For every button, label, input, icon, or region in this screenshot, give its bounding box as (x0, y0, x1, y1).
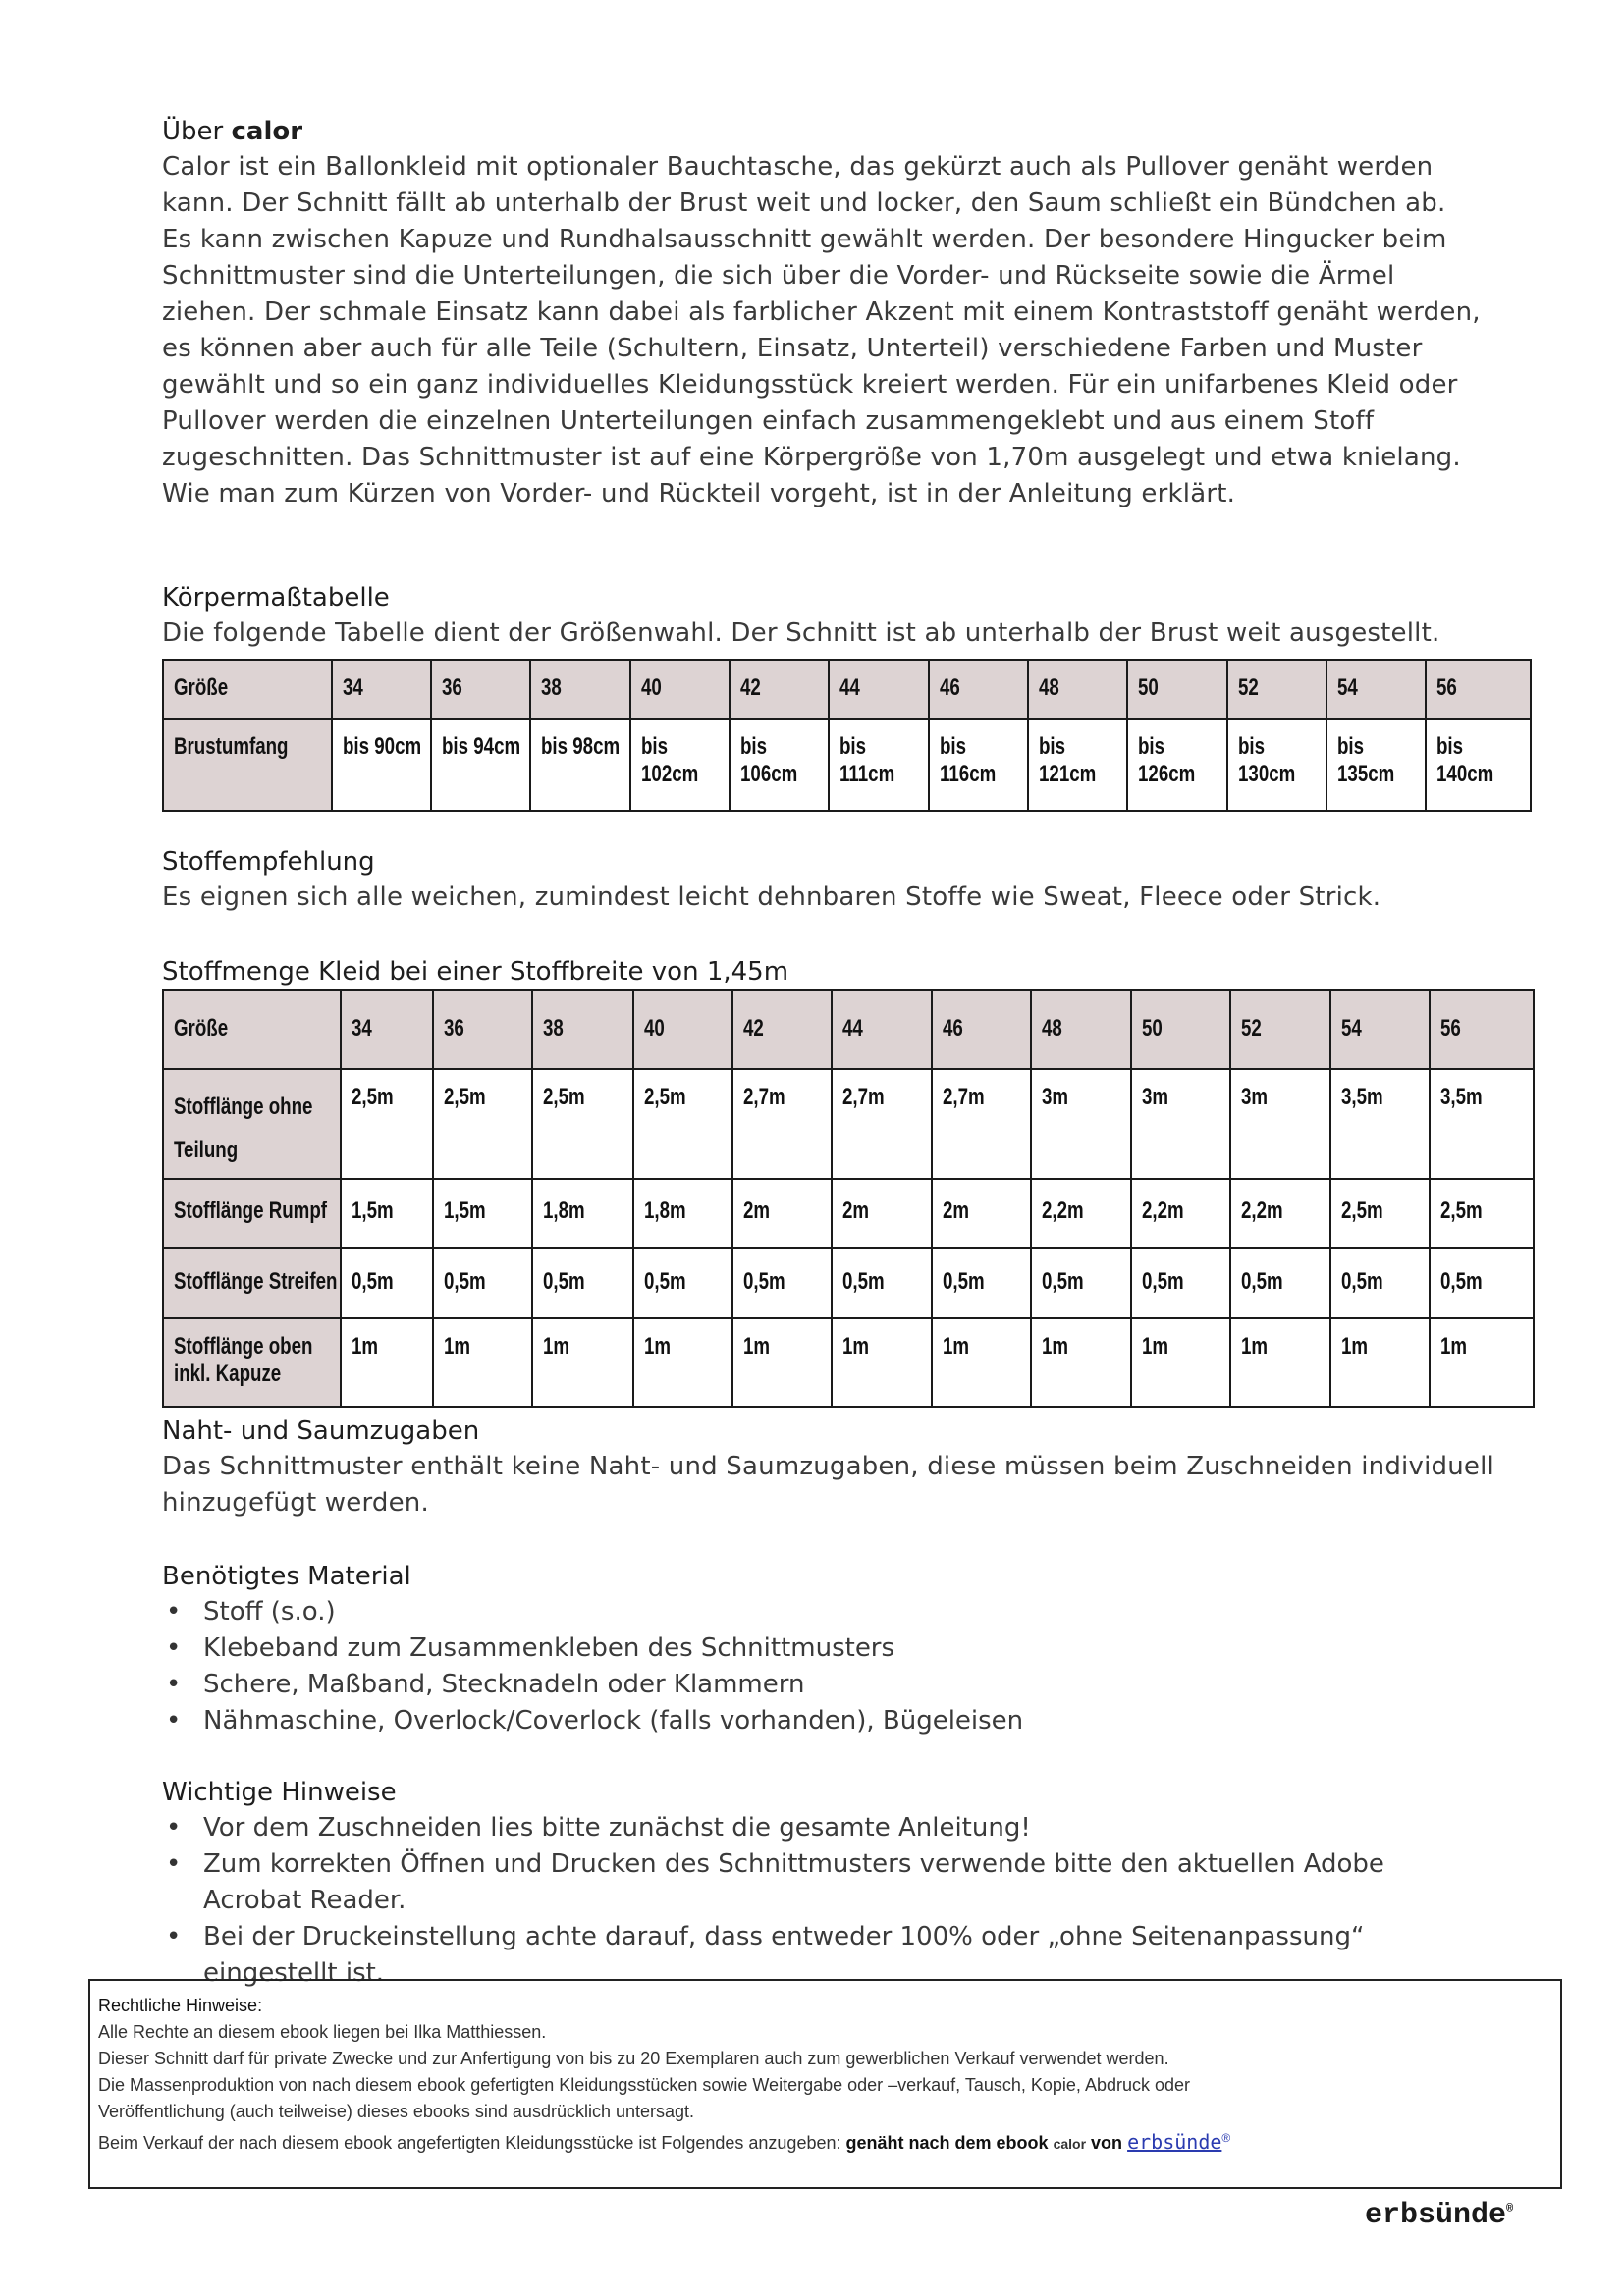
material-list (162, 1594, 1537, 1739)
value-cell (341, 1248, 433, 1318)
size-text: 42 (743, 1015, 764, 1041)
size-cell (1131, 990, 1230, 1069)
table-row (163, 1318, 1534, 1407)
value-cell (1330, 1248, 1430, 1318)
row-label-text: Stofflänge Streifen (174, 1268, 338, 1295)
value-text: bis 126cm (1138, 733, 1196, 787)
value-cell (1330, 1069, 1430, 1179)
row-label-cell (163, 719, 332, 811)
value-text: 1m (1241, 1333, 1269, 1360)
size-text: 50 (1142, 1015, 1163, 1041)
value-text: 2,2m (1042, 1198, 1084, 1224)
table-row (163, 719, 1531, 811)
intro-line: Pullover werden die einzelnen Unterteilungen einfach zusammengeklebt und aus einem Stoff (162, 406, 1375, 436)
size-text: 36 (442, 674, 462, 701)
intro-line: zugeschnitten. Das Schnittmuster ist auf eine Körpergröße von 1,70m ausgelegt und etwa knielang. (162, 443, 1461, 472)
row-label-text: Brustumfang (174, 733, 289, 760)
value-cell (1131, 1318, 1230, 1407)
value-cell (341, 1318, 433, 1407)
size-cell (1127, 660, 1227, 719)
value-cell (1326, 719, 1426, 811)
size-cell (1230, 990, 1330, 1069)
row-label-cell (163, 1179, 341, 1248)
size-cell (1426, 660, 1531, 719)
list-item: • Nähmaschine, Overlock/Coverlock (falls vorhanden), Bügeleisen (162, 1703, 1537, 1739)
intro-section (162, 114, 1537, 512)
value-text: 1m (1440, 1333, 1468, 1360)
size-cell (332, 660, 431, 719)
legal-line: Die Massenproduktion von nach diesem ebook gefertigten Kleidungsstücken sowie Weitergabe oder –verkauf, Tausch, Kopie, Abdruck oder (98, 2075, 1191, 2095)
value-text: 2m (943, 1198, 970, 1224)
size-text: 54 (1337, 674, 1358, 701)
size-cell (630, 660, 730, 719)
size-text: 48 (1039, 674, 1059, 701)
value-cell (829, 719, 929, 811)
size-cell (1330, 990, 1430, 1069)
size-cell (1326, 660, 1426, 719)
intro-heading-name: calor (231, 117, 303, 146)
value-cell (832, 1248, 932, 1318)
size-cell (932, 990, 1031, 1069)
value-text: bis 106cm (740, 733, 798, 787)
size-cell (832, 990, 932, 1069)
intro-line: ziehen. Der schmale Einsatz kann dabei als farblicher Akzent mit einem Kontraststoff genäht werden, (162, 297, 1481, 327)
size-text: 40 (644, 1015, 665, 1041)
value-text: 2,7m (842, 1084, 885, 1110)
value-text: 2,5m (543, 1084, 585, 1110)
value-text: 0,5m (444, 1268, 486, 1295)
value-text: 0,5m (644, 1268, 686, 1295)
row-label-cell (163, 1318, 341, 1407)
value-cell (1430, 1318, 1534, 1407)
value-text: 1,8m (644, 1198, 686, 1224)
seams-line: hinzugefügt werden. (162, 1488, 429, 1518)
value-cell (1131, 1248, 1230, 1318)
value-cell (433, 1179, 532, 1248)
row-label-cell (163, 1248, 341, 1318)
intro-line: es können aber auch für alle Teile (Schultern, Einsatz, Unterteil) verschiedene Farben und Muster (162, 334, 1423, 363)
value-cell (1430, 1248, 1534, 1318)
seams-heading: Naht- und Saumzugaben (162, 1416, 480, 1446)
value-cell (929, 719, 1028, 811)
seams-line: Das Schnittmuster enthält keine Naht- und Saumzugaben, diese müssen beim Zuschneiden individuell (162, 1452, 1494, 1481)
intro-line: Es kann zwischen Kapuze und Rundhalsausschnitt gewählt werden. Der besondere Hingucker beim (162, 225, 1447, 254)
size-text: 38 (543, 1015, 564, 1041)
value-text: 1,5m (352, 1198, 394, 1224)
value-cell (1031, 1318, 1131, 1407)
value-text: 2,5m (1341, 1198, 1383, 1224)
size-text: 50 (1138, 674, 1159, 701)
table-header-row (163, 990, 1534, 1069)
value-text: 0,5m (543, 1268, 585, 1295)
list-item: • Zum korrekten Öffnen und Drucken des Schnittmusters verwende bitte den aktuellen Adobe Acrobat Reader. (162, 1846, 1440, 1919)
legal-line: Dieser Schnitt darf für private Zwecke und zur Anfertigung von bis zu 20 Exemplaren auch zum gewerblichen Verkauf verwendet werden. (98, 2049, 1169, 2068)
value-text: 1m (842, 1333, 870, 1360)
value-cell (341, 1179, 433, 1248)
amount-section (162, 954, 1537, 989)
table-header-label (163, 660, 332, 719)
size-cell (431, 660, 530, 719)
size-text: 36 (444, 1015, 464, 1041)
value-text: 0,5m (1142, 1268, 1184, 1295)
value-cell (732, 1069, 832, 1179)
fabric-heading: Stoffempfehlung (162, 847, 375, 877)
size-cell (1028, 660, 1127, 719)
legal-line: Alle Rechte an diesem ebook liegen bei Ilka Matthiessen. (98, 2022, 547, 2042)
value-text: 2m (842, 1198, 870, 1224)
intro-paragraph (162, 149, 1537, 512)
size-cell (730, 660, 829, 719)
value-cell (732, 1179, 832, 1248)
notes-heading: Wichtige Hinweise (162, 1778, 397, 1807)
value-cell (732, 1318, 832, 1407)
value-text: bis 94cm (442, 733, 521, 760)
footer-logo-text: erbsünde (1365, 2199, 1507, 2232)
size-text: 44 (839, 674, 860, 701)
value-text: 3,5m (1341, 1084, 1383, 1110)
value-cell (1230, 1179, 1330, 1248)
value-text: 0,5m (1440, 1268, 1483, 1295)
value-cell (1031, 1248, 1131, 1318)
value-cell (530, 719, 630, 811)
list-item: • Stoff (s.o.) (162, 1594, 1537, 1630)
table-row (163, 1179, 1534, 1248)
value-text: 0,5m (743, 1268, 785, 1295)
seams-section (162, 1414, 1537, 1522)
intro-heading (162, 114, 1537, 149)
value-cell (532, 1179, 633, 1248)
row-label-cell (163, 1069, 341, 1179)
value-text: 3,5m (1440, 1084, 1483, 1110)
value-text: bis 130cm (1238, 733, 1296, 787)
header-label-text: Größe (174, 674, 229, 701)
value-text: 0,5m (1042, 1268, 1084, 1295)
size-cell (1227, 660, 1326, 719)
value-text: 0,5m (1241, 1268, 1283, 1295)
value-cell (532, 1069, 633, 1179)
value-cell (732, 1248, 832, 1318)
size-text: 56 (1436, 674, 1457, 701)
value-text: 0,5m (352, 1268, 394, 1295)
body-measure-section (162, 580, 1537, 652)
intro-line: Calor ist ein Ballonkleid mit optionaler Bauchtasche, das gekürzt auch als Pullover genäht werden (162, 152, 1434, 182)
value-cell (633, 1069, 732, 1179)
size-text: 54 (1341, 1015, 1362, 1041)
value-cell (1028, 719, 1127, 811)
size-text: 52 (1238, 674, 1259, 701)
value-text: bis 116cm (940, 733, 997, 787)
value-cell (1127, 719, 1227, 811)
value-cell (1330, 1318, 1430, 1407)
value-text: bis 135cm (1337, 733, 1395, 787)
value-text: 2,7m (743, 1084, 785, 1110)
footer-logo-mark: ® (1506, 2202, 1514, 2216)
fabric-text: Es eignen sich alle weichen, zumindest leicht dehnbaren Stoffe wie Sweat, Fleece oder Strick. (162, 882, 1381, 912)
value-cell (832, 1069, 932, 1179)
legal-title: Rechtliche Hinweise: (98, 1996, 263, 2015)
value-cell (1031, 1069, 1131, 1179)
value-cell (332, 719, 431, 811)
value-text: 2m (743, 1198, 771, 1224)
value-text: 0,5m (1341, 1268, 1383, 1295)
table-header-row (163, 660, 1531, 719)
list-item: • Schere, Maßband, Stecknadeln oder Klammern (162, 1667, 1537, 1703)
value-cell (932, 1069, 1031, 1179)
amount-heading: Stoffmenge Kleid bei einer Stoffbreite von 1,45m (162, 957, 789, 987)
intro-line: kann. Der Schnitt fällt ab unterhalb der Brust weit und locker, den Saum schließt ein Bündchen ab. (162, 188, 1446, 218)
size-cell (1031, 990, 1131, 1069)
body-measure-heading: Körpermaßtabelle (162, 583, 390, 613)
value-cell (433, 1069, 532, 1179)
size-cell (341, 990, 433, 1069)
value-cell (341, 1069, 433, 1179)
fabric-amount-table (162, 989, 1535, 1408)
intro-line: Schnittmuster sind die Unterteilungen, die sich über die Vorder- und Rückseite sowie die Ärmel (162, 261, 1395, 291)
attribution-prefix: Beim Verkauf der nach diesem ebook angefertigten Kleidungsstücke ist Folgendes anzugeben: (98, 2133, 841, 2153)
value-text: 0,5m (842, 1268, 885, 1295)
value-cell (433, 1318, 532, 1407)
value-text: bis 121cm (1039, 733, 1097, 787)
attribution-von: von (1091, 2133, 1123, 2153)
value-text: 2,2m (1142, 1198, 1184, 1224)
legal-notice-box (88, 1979, 1562, 2189)
value-text: 1m (543, 1333, 570, 1360)
value-cell (932, 1318, 1031, 1407)
size-text: 52 (1241, 1015, 1262, 1041)
value-cell (433, 1248, 532, 1318)
intro-heading-prefix: Über (162, 117, 224, 146)
footer-logo (1365, 2199, 1513, 2232)
value-cell (1131, 1069, 1230, 1179)
value-text: 2,5m (444, 1084, 486, 1110)
value-text: 1m (743, 1333, 771, 1360)
value-text: 3m (1241, 1084, 1269, 1110)
size-text: 38 (541, 674, 562, 701)
row-label-text: Stofflänge ohne Teilung (174, 1094, 313, 1163)
value-text: 2,5m (644, 1084, 686, 1110)
value-text: bis 102cm (641, 733, 699, 787)
attribution-bold: genäht nach dem ebook (845, 2133, 1049, 2153)
notes-list (162, 1810, 1458, 1992)
body-measure-table (162, 659, 1532, 812)
value-text: 1m (644, 1333, 672, 1360)
value-cell (1430, 1179, 1534, 1248)
size-text: 34 (352, 1015, 372, 1041)
value-text: 1,8m (543, 1198, 585, 1224)
value-cell (630, 719, 730, 811)
size-cell (1430, 990, 1534, 1069)
legal-line: Veröffentlichung (auch teilweise) dieses ebooks sind ausdrücklich untersagt. (98, 2102, 695, 2121)
size-cell (530, 660, 630, 719)
value-text: 3m (1042, 1084, 1069, 1110)
seams-text (162, 1449, 1537, 1522)
material-section (162, 1559, 1537, 1739)
value-text: bis 98cm (541, 733, 621, 760)
size-cell (929, 660, 1028, 719)
attribution-pattern-name: calor (1053, 2136, 1087, 2152)
value-cell (532, 1248, 633, 1318)
value-text: 1m (943, 1333, 970, 1360)
size-cell (829, 660, 929, 719)
material-heading: Benötigtes Material (162, 1562, 411, 1591)
value-text: 1,5m (444, 1198, 486, 1224)
size-text: 46 (940, 674, 960, 701)
value-cell (730, 719, 829, 811)
value-cell (633, 1248, 732, 1318)
size-cell (433, 990, 532, 1069)
size-text: 40 (641, 674, 662, 701)
table-row (163, 1069, 1534, 1179)
value-cell (633, 1318, 732, 1407)
header-label-text: Größe (174, 1015, 229, 1041)
brand-mark: ® (1221, 2131, 1231, 2145)
table-row (163, 1248, 1534, 1318)
size-cell (532, 990, 633, 1069)
value-cell (431, 719, 530, 811)
value-text: 3m (1142, 1084, 1169, 1110)
value-cell (1230, 1248, 1330, 1318)
size-text: 56 (1440, 1015, 1461, 1041)
value-text: bis 111cm (839, 733, 895, 787)
value-cell (832, 1318, 932, 1407)
fabric-section (162, 844, 1537, 916)
value-cell (932, 1179, 1031, 1248)
value-text: 2,5m (352, 1084, 394, 1110)
list-item: • Bei der Druckeinstellung achte darauf, dass entweder 100% oder „ohne Seitenanpassung“ eingestellt ist. (162, 1919, 1440, 1992)
legal-attribution-line (98, 2125, 1550, 2158)
size-text: 44 (842, 1015, 863, 1041)
value-cell (932, 1248, 1031, 1318)
size-cell (633, 990, 732, 1069)
value-text: 2,7m (943, 1084, 985, 1110)
notes-section (162, 1775, 1458, 1992)
list-item: • Vor dem Zuschneiden lies bitte zunächst die gesamte Anleitung! (162, 1810, 1458, 1846)
row-label-text: Stofflänge Rumpf (174, 1198, 327, 1224)
body-measure-text: Die folgende Tabelle dient der Größenwahl. Der Schnitt ist ab unterhalb der Brust weit ausgestellt. (162, 618, 1440, 648)
intro-line: Wie man zum Kürzen von Vorder- und Rückteil vorgeht, ist in der Anleitung erklärt. (162, 479, 1236, 508)
row-label-text: Stofflänge oben inkl. Kapuze (174, 1333, 313, 1387)
value-cell (1227, 719, 1326, 811)
value-cell (1230, 1318, 1330, 1407)
value-text: bis 140cm (1436, 733, 1494, 787)
value-cell (1230, 1069, 1330, 1179)
value-text: 1m (444, 1333, 471, 1360)
value-cell (1131, 1179, 1230, 1248)
size-text: 48 (1042, 1015, 1062, 1041)
value-text: 2,5m (1440, 1198, 1483, 1224)
value-cell (532, 1318, 633, 1407)
value-cell (1330, 1179, 1430, 1248)
value-text: 1m (352, 1333, 379, 1360)
size-text: 42 (740, 674, 761, 701)
value-text: 1m (1341, 1333, 1369, 1360)
value-cell (1426, 719, 1531, 811)
size-text: 34 (343, 674, 363, 701)
table-header-label (163, 990, 341, 1069)
value-cell (633, 1179, 732, 1248)
list-item: • Klebeband zum Zusammenkleben des Schnittmusters (162, 1630, 1537, 1667)
size-text: 46 (943, 1015, 963, 1041)
value-text: 1m (1042, 1333, 1069, 1360)
size-cell (732, 990, 832, 1069)
brand-link[interactable]: erbsünde (1127, 2130, 1222, 2154)
value-cell (1031, 1179, 1131, 1248)
value-text: 1m (1142, 1333, 1169, 1360)
value-cell (1430, 1069, 1534, 1179)
value-text: 0,5m (943, 1268, 985, 1295)
value-text: bis 90cm (343, 733, 422, 760)
value-cell (832, 1179, 932, 1248)
intro-line: gewählt und so ein ganz individuelles Kleidungsstück kreiert werden. Für ein unifarbenes Kleid oder (162, 370, 1458, 400)
value-text: 2,2m (1241, 1198, 1283, 1224)
